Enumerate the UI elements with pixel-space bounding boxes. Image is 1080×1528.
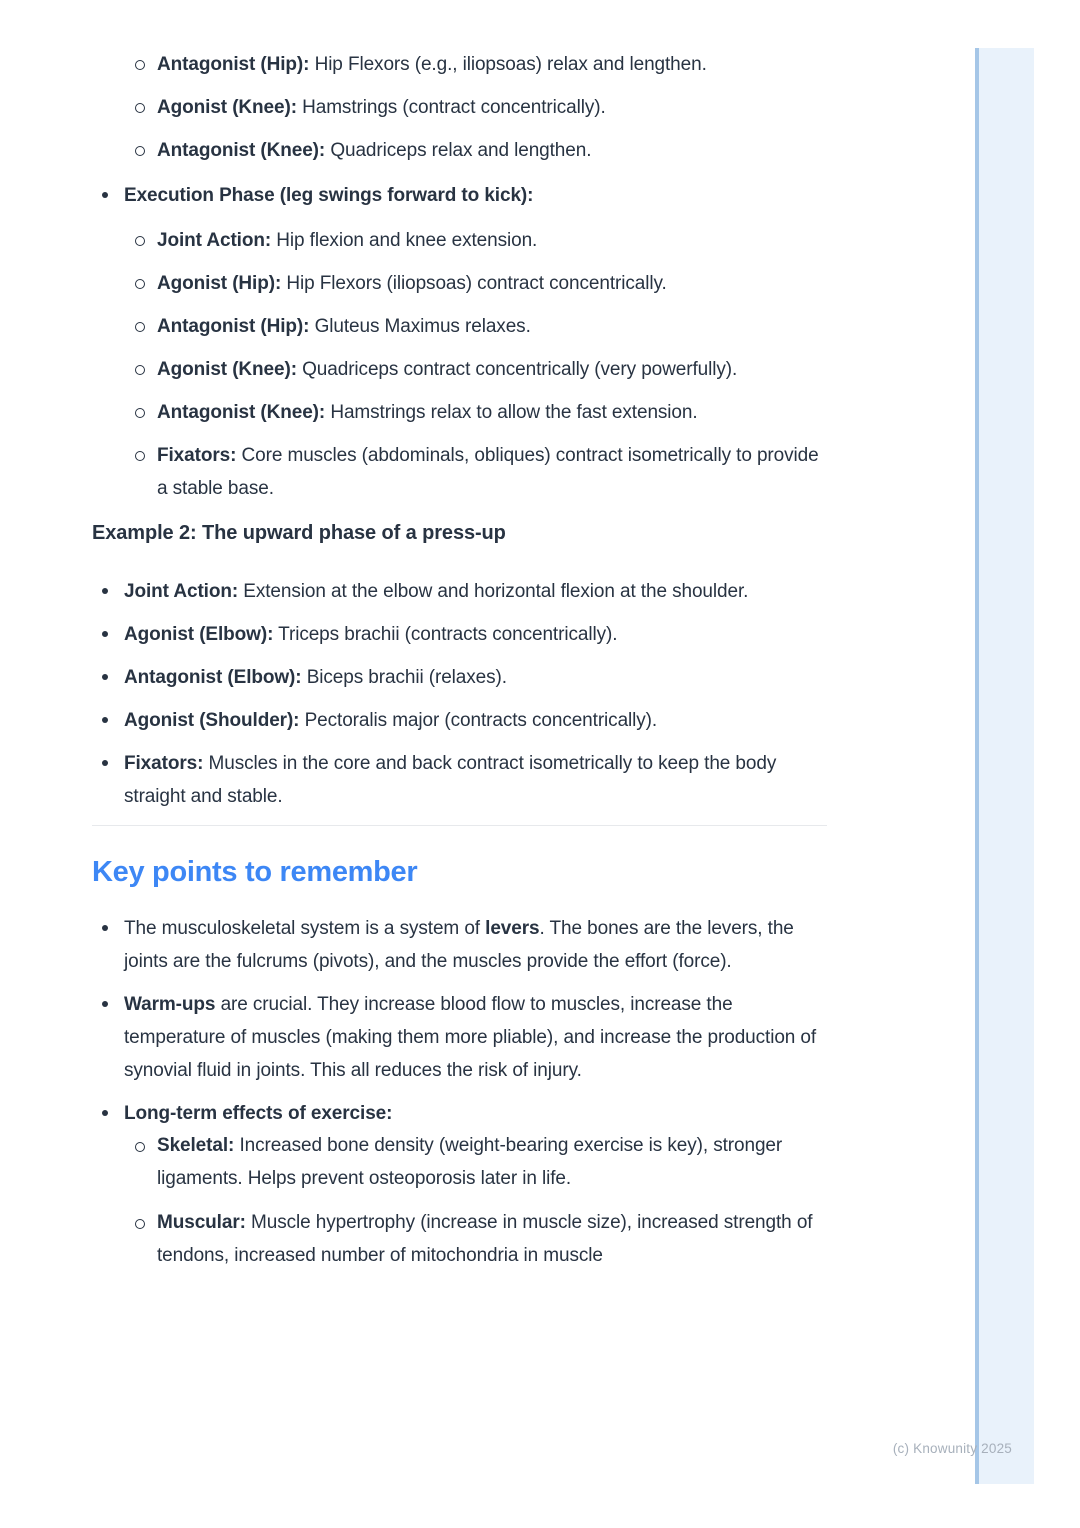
list-item	[92, 353, 828, 386]
example2-heading: Example 2: The upward phase of a press-up	[92, 522, 506, 544]
text: Quadriceps relax and lengthen.	[325, 140, 592, 161]
bold-text: Agonist (Knee):	[157, 359, 297, 380]
text: Core muscles (abdominals, obliques) contract isometrically to provide a stable base.	[157, 445, 819, 499]
knowunity-watermark: (c) Knowunity 2025	[892, 1441, 1012, 1456]
bold-text: Fixators:	[124, 753, 204, 774]
text: Hip Flexors (iliopsoas) contract concentrically.	[281, 273, 667, 294]
text: Extension at the elbow and horizontal flexion at the shoulder.	[238, 581, 749, 602]
text: Muscles in the core and back contract isometrically to keep the body straight and stable.	[124, 753, 777, 807]
notes-content	[92, 0, 828, 1284]
bold-text: Antagonist (Hip):	[157, 316, 310, 337]
bold-text: Warm-ups	[124, 994, 216, 1015]
text: Increased bone density (weight-bearing exercise is key), stronger ligaments. Helps prevent osteoporosis later in life.	[157, 1135, 783, 1189]
list-item	[92, 439, 828, 505]
page-edge-bar	[975, 48, 1034, 1484]
kick-preparation-sublist	[92, 48, 828, 167]
text: Muscle hypertrophy (increase in muscle size), increased strength of tendons, increased number of mitochondria in muscle	[157, 1212, 813, 1266]
list-item	[92, 134, 828, 167]
text: Hamstrings (contract concentrically).	[296, 97, 606, 118]
bold-text: Antagonist (Elbow):	[124, 667, 302, 688]
press-up-list	[92, 575, 828, 813]
text: Hip Flexors (e.g., iliopsoas) relax and lengthen.	[309, 54, 707, 75]
text: Triceps brachii (contracts concentrically).	[273, 624, 618, 645]
list-item	[92, 48, 828, 81]
key-points-heading: Key points to remember	[92, 856, 418, 888]
bold-text: Joint Action:	[124, 581, 239, 602]
bold-text: Antagonist (Knee):	[157, 140, 326, 161]
text: Biceps brachii (relaxes).	[301, 667, 507, 688]
bold-text: Antagonist (Knee):	[157, 402, 326, 423]
list-item	[92, 618, 828, 651]
bold-text: Agonist (Knee):	[157, 97, 297, 118]
text: are crucial. They increase blood flow to muscles, increase the temperature of muscles (making them more pliable), and increase the production of synovial fluid in joints. This all reduces the risk of injury.	[124, 994, 817, 1081]
bold-text: Execution Phase (leg swings forward to kick):	[124, 185, 534, 206]
section-divider	[92, 825, 827, 826]
list-item	[92, 224, 828, 257]
bold-text: Antagonist (Hip):	[157, 54, 310, 75]
bold-text: Skeletal:	[157, 1135, 235, 1156]
text: Quadriceps contract concentrically (very powerfully).	[296, 359, 738, 380]
execution-phase-item	[92, 179, 828, 212]
bold-text: Agonist (Elbow):	[124, 624, 274, 645]
list-item	[92, 704, 828, 737]
bold-text: Agonist (Shoulder):	[124, 710, 300, 731]
list-item	[92, 747, 828, 813]
execution-phase-sublist	[92, 224, 828, 505]
text: Hip flexion and knee extension.	[271, 230, 538, 251]
bold-text: Muscular:	[157, 1212, 246, 1233]
list-item	[92, 310, 828, 343]
list-item	[92, 179, 828, 212]
text: The musculoskeletal system is a system of	[124, 918, 486, 939]
text: Hamstrings relax to allow the fast extension.	[325, 402, 698, 423]
list-item	[92, 1097, 828, 1272]
bold-text: Joint Action:	[157, 230, 272, 251]
key-points-list	[92, 912, 828, 1272]
text: Pectoralis major (contracts concentrically).	[299, 710, 658, 731]
list-item	[92, 661, 828, 694]
list-item	[92, 988, 828, 1087]
bold-text: levers	[485, 918, 540, 939]
bold-text: Agonist (Hip):	[157, 273, 282, 294]
text: . The bones are the levers, the joints are the fulcrums (pivots), and the muscles provide the effort (force).	[124, 918, 794, 972]
nested-list	[124, 1130, 828, 1272]
list-item	[124, 1130, 828, 1195]
list-item	[92, 91, 828, 124]
bold-text: Fixators:	[157, 445, 237, 466]
bold-text: Long-term effects of exercise:	[124, 1103, 393, 1124]
list-item	[92, 267, 828, 300]
text: Gluteus Maximus relaxes.	[309, 316, 531, 337]
list-item	[92, 575, 828, 608]
list-item	[92, 912, 828, 978]
list-item	[92, 396, 828, 429]
list-item	[124, 1207, 828, 1272]
